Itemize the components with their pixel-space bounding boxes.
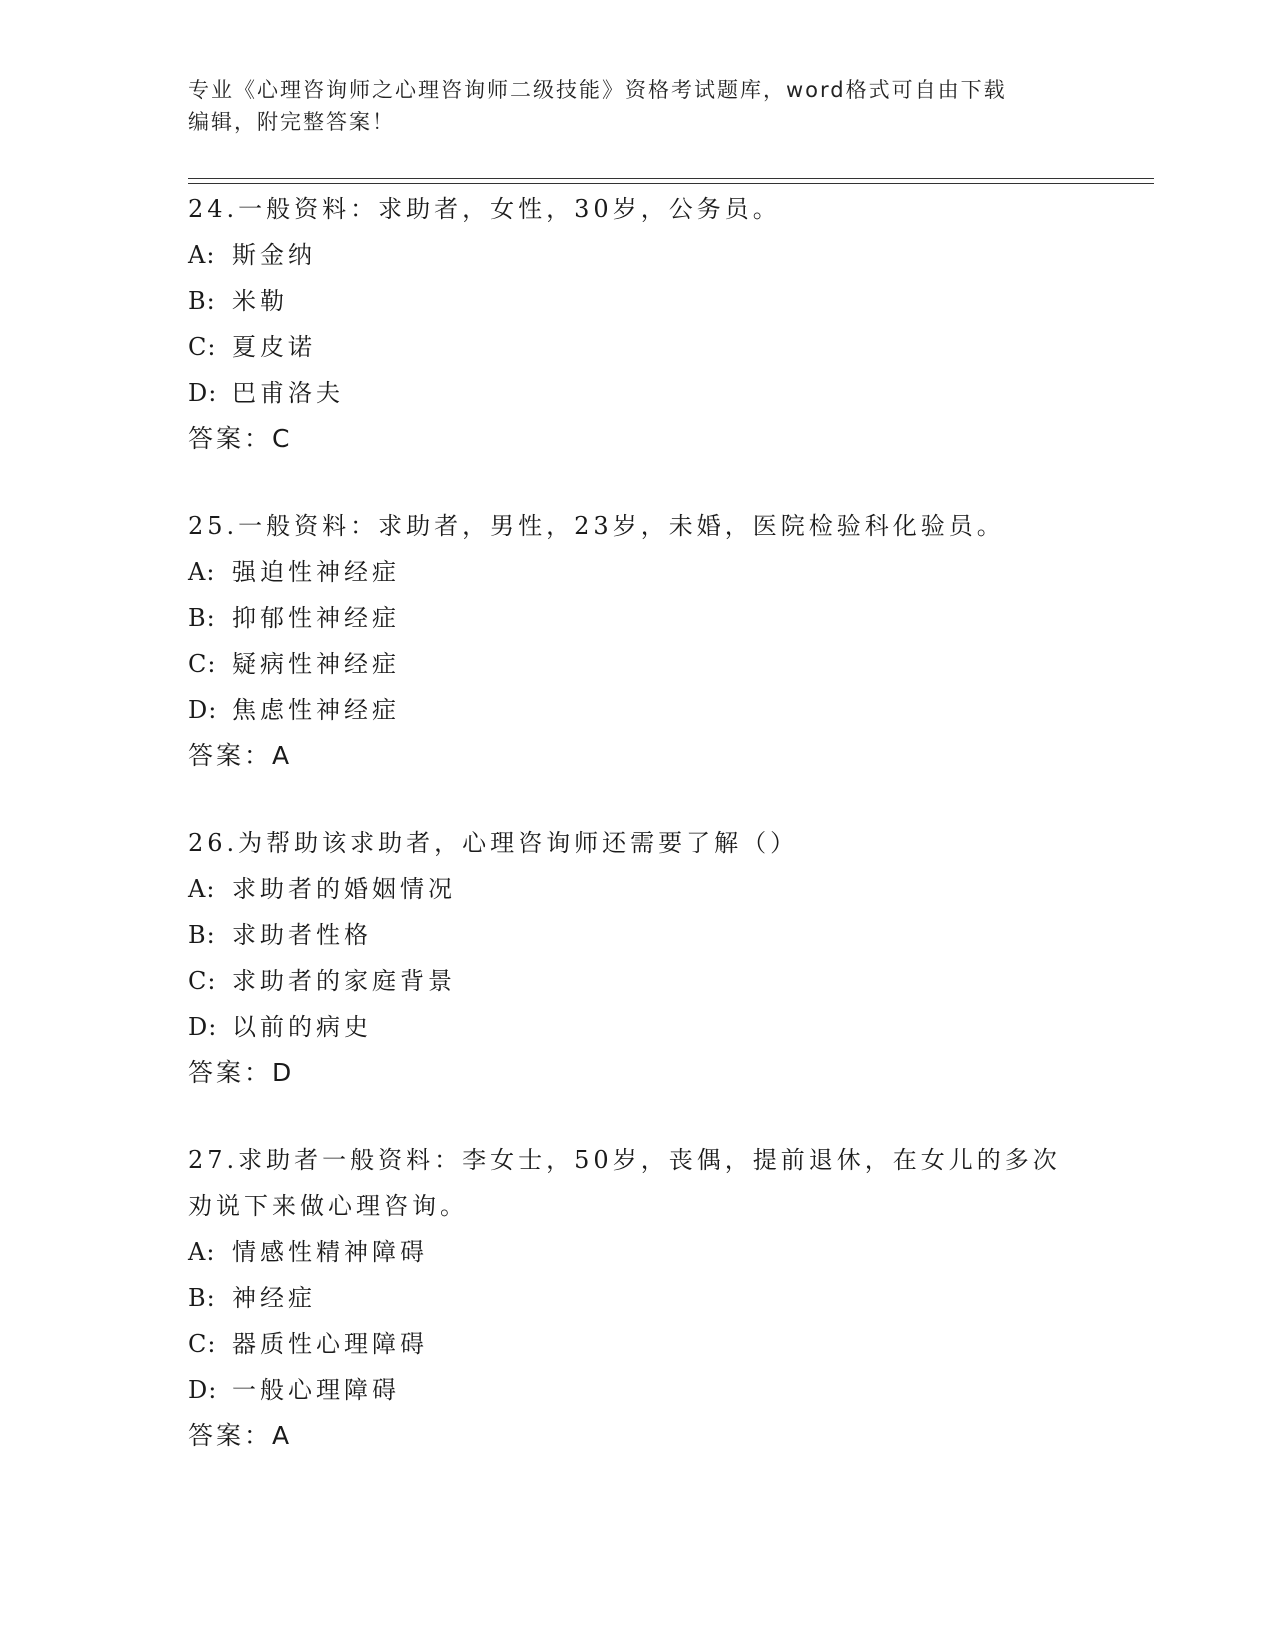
option-text: 巴甫洛夫 (232, 379, 344, 407)
option-text: 强迫性神经症 (232, 558, 400, 586)
option-letter: A: (188, 558, 216, 586)
header-divider-top (188, 178, 1154, 179)
option-c (188, 1321, 1088, 1367)
option-b (188, 595, 1088, 641)
question-stem: 25.一般资料：求助者，男性，23岁，未婚，医院检验科化验员。 (188, 512, 1005, 540)
option-letter: B: (188, 287, 216, 315)
option-d (188, 687, 1088, 733)
option-letter: C: (188, 650, 217, 678)
option-text: 神经症 (232, 1284, 316, 1312)
option-b (188, 278, 1088, 324)
header-line-1: 专业《心理咨询师之心理咨询师二级技能》资格考试题库，word格式可自由下载 (188, 78, 1007, 102)
question-26 (188, 820, 1088, 1096)
option-text: 以前的病史 (232, 1013, 372, 1041)
option-letter: A: (188, 875, 216, 903)
option-text: 情感性精神障碍 (232, 1238, 428, 1266)
option-c (188, 958, 1088, 1004)
option-letter: D: (188, 1013, 218, 1041)
option-c (188, 641, 1088, 687)
option-text: 一般心理障碍 (232, 1376, 400, 1404)
option-letter: D: (188, 696, 218, 724)
option-letter: B: (188, 1284, 216, 1312)
option-letter: A: (188, 241, 216, 269)
option-letter: A: (188, 1238, 216, 1266)
option-letter: D: (188, 379, 218, 407)
question-stem: 26.为帮助该求助者，心理咨询师还需要了解（） (188, 829, 799, 857)
option-letter: C: (188, 967, 217, 995)
option-b (188, 912, 1088, 958)
question-stem: 24.一般资料：求助者，女性，30岁，公务员。 (188, 195, 781, 223)
option-text: 米勒 (232, 287, 288, 315)
option-letter: C: (188, 333, 217, 361)
document-header (188, 74, 1088, 138)
option-letter: D: (188, 1376, 218, 1404)
option-a (188, 1229, 1088, 1275)
option-text: 抑郁性神经症 (232, 604, 400, 632)
option-a (188, 866, 1088, 912)
answer-line: 答案：D (188, 1058, 295, 1087)
header-divider-bottom (188, 183, 1154, 184)
question-stem: 27.求助者一般资料：李女士，50岁，丧偶，提前退休，在女儿的多次劝说下来做心理咨询。 (188, 1146, 1061, 1220)
option-text: 夏皮诺 (232, 333, 316, 361)
option-d (188, 370, 1088, 416)
option-a (188, 232, 1088, 278)
option-text: 求助者性格 (232, 921, 372, 949)
option-c (188, 324, 1088, 370)
question-27 (188, 1137, 1088, 1459)
option-text: 焦虑性神经症 (232, 696, 400, 724)
option-b (188, 1275, 1088, 1321)
option-d (188, 1004, 1088, 1050)
option-text: 求助者的婚姻情况 (232, 875, 456, 903)
header-line-2: 编辑，附完整答案！ (188, 110, 395, 134)
question-25 (188, 503, 1088, 779)
question-24 (188, 186, 1088, 462)
option-d (188, 1367, 1088, 1413)
option-text: 求助者的家庭背景 (232, 967, 456, 995)
option-letter: B: (188, 921, 216, 949)
answer-line: 答案：A (188, 1421, 293, 1450)
answer-line: 答案：C (188, 424, 293, 453)
option-text: 疑病性神经症 (232, 650, 400, 678)
option-text: 器质性心理障碍 (232, 1330, 428, 1358)
option-letter: C: (188, 1330, 217, 1358)
option-text: 斯金纳 (232, 241, 316, 269)
answer-line: 答案：A (188, 741, 293, 770)
option-letter: B: (188, 604, 216, 632)
option-a (188, 549, 1088, 595)
